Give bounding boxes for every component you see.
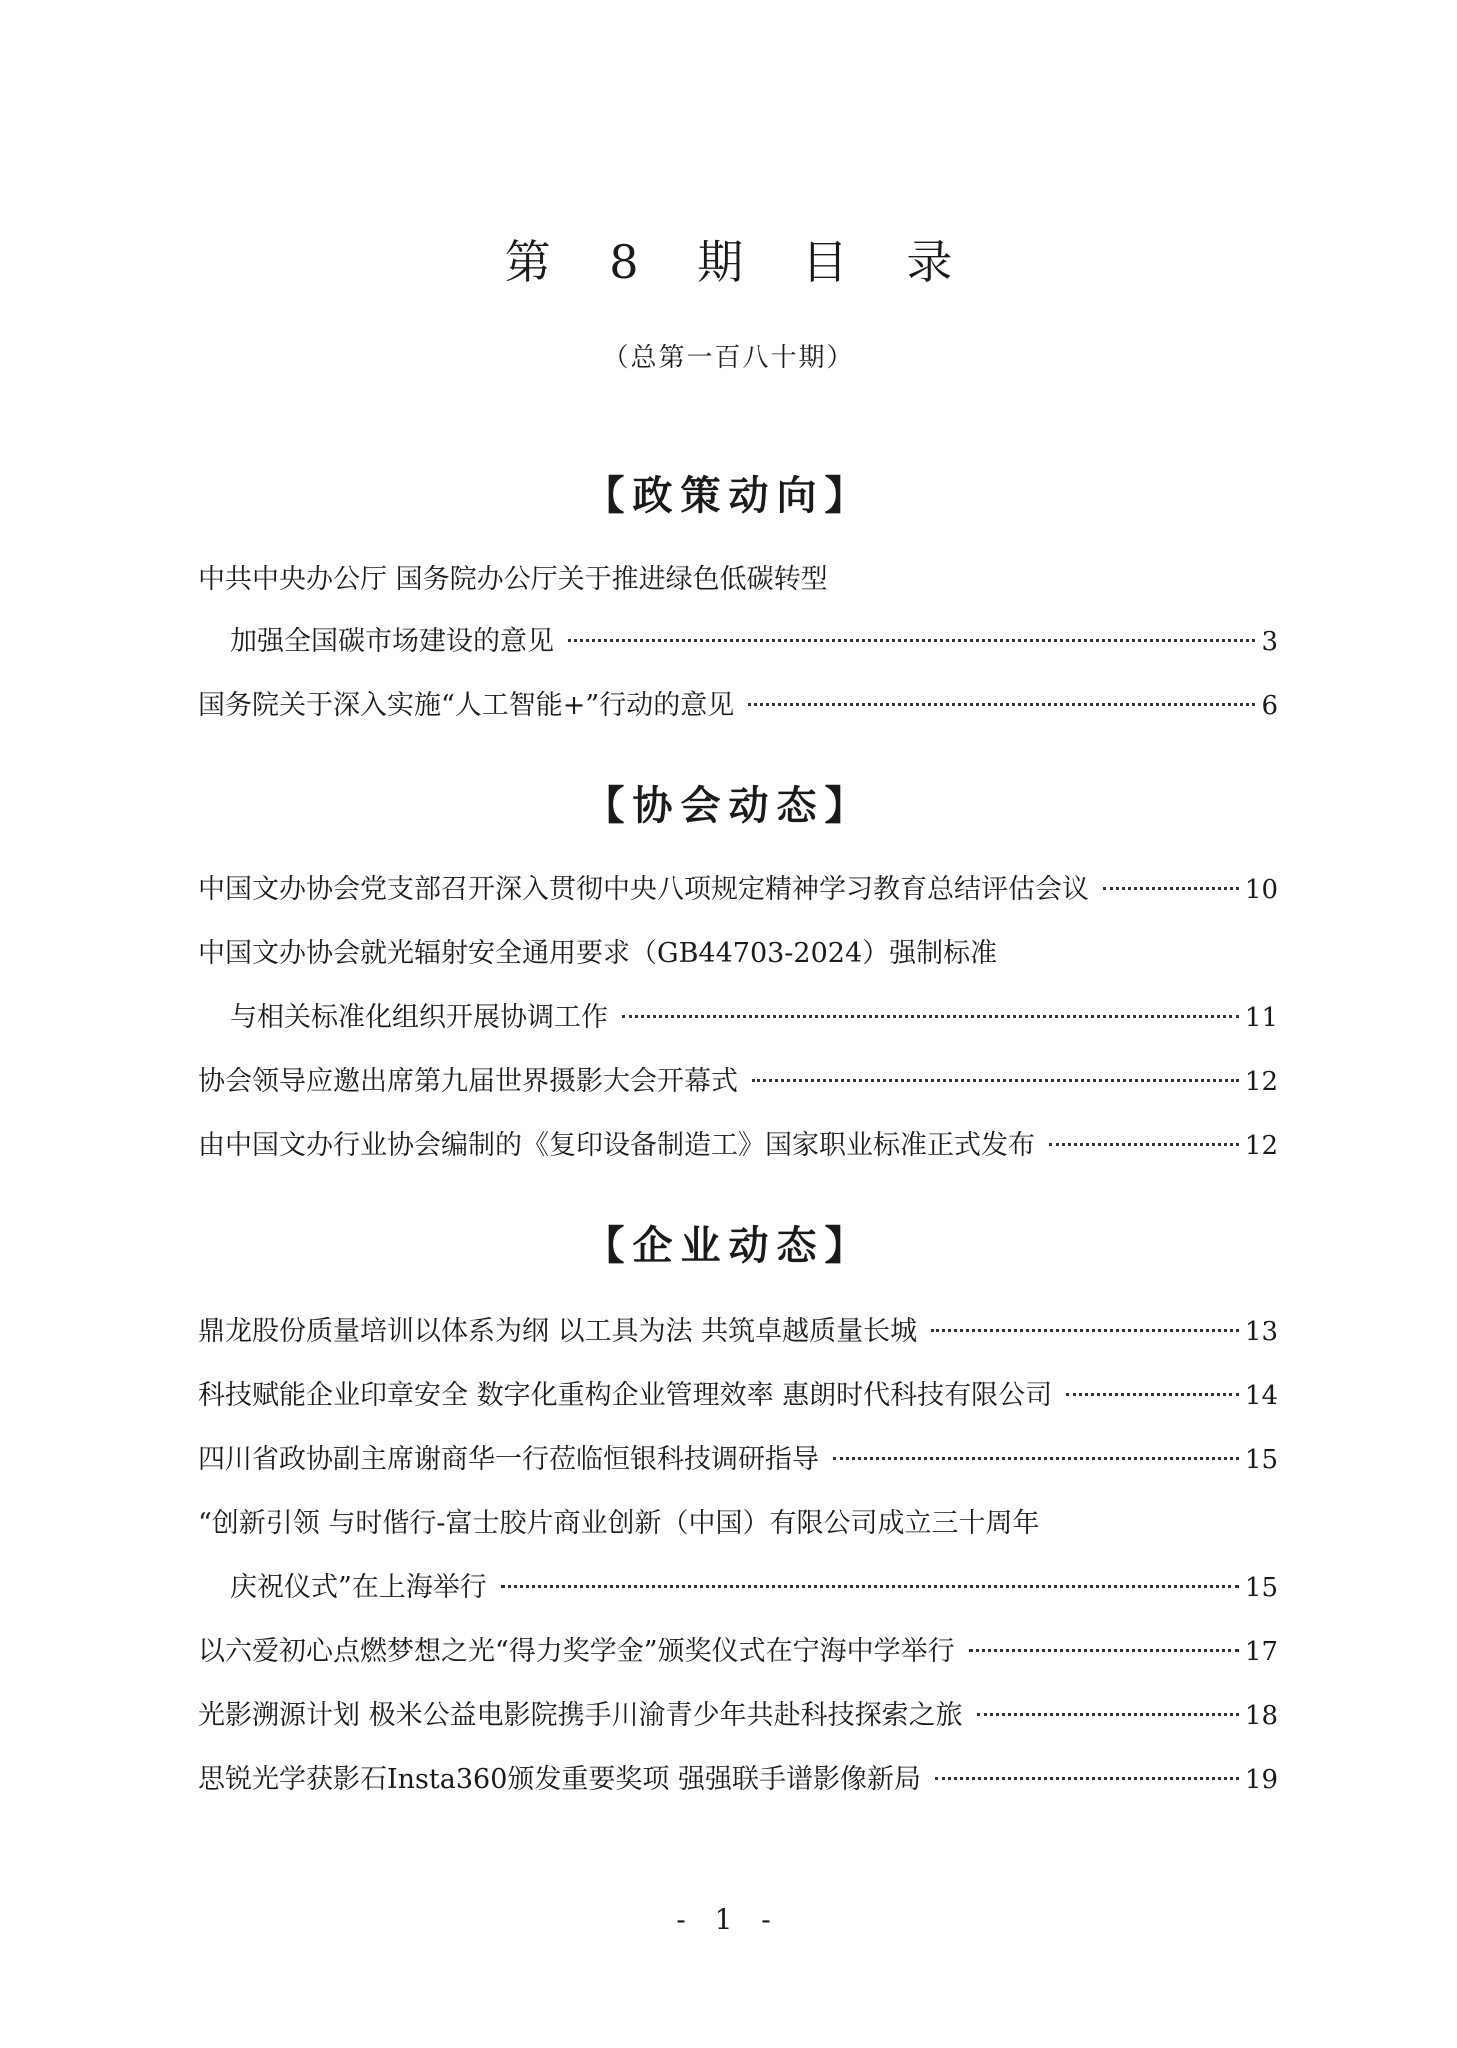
section-heading-policy: 【政策动向】 [584,472,873,519]
toc-entry[interactable] [198,1696,1278,1736]
toc-entry[interactable] [198,686,1278,726]
page-subtitle: （总第一百八十期） [602,343,855,373]
toc-leader-dots [752,1079,1239,1082]
toc-entry-title: 鼎龙股份质量培训以体系为纲 以工具为法 共筑卓越质量长城 [198,1316,918,1347]
toc-page-number: 12 [1244,1067,1278,1097]
toc-leader-dots [1049,1143,1239,1146]
toc-entry-title: 科技赋能企业印章安全 数字化重构企业管理效率 惠朗时代科技有限公司 [198,1380,1053,1411]
toc-entry-title: 中国文办协会党支部召开深入贯彻中央八项规定精神学习教育总结评估会议 [198,874,1089,905]
toc-entry-title: 协会领导应邀出席第九届世界摄影大会开幕式 [198,1066,738,1097]
toc-leader-dots [1066,1393,1239,1396]
toc-entry-title: 加强全国碳市场建设的意见 [230,626,554,657]
toc-page-number: 17 [1244,1637,1278,1667]
toc-entry-title: 光影溯源计划 极米公益电影院携手川渝青少年共赴科技探索之旅 [198,1700,963,1731]
toc-leader-dots [568,639,1255,642]
toc-entry-line [198,1504,1278,1544]
toc-page-number: 12 [1244,1131,1278,1161]
toc-entry[interactable] [198,1062,1278,1102]
toc-entry[interactable] [230,1568,1278,1608]
toc-entry-title: “创新引领 与时偕行-富士胶片商业创新（中国）有限公司成立三十周年 [198,1508,1040,1539]
page-title: 第 8 期 目 录 [504,235,975,289]
toc-page-number: 3 [1261,627,1278,657]
toc-page-number: 15 [1244,1573,1278,1603]
toc-page-number: 14 [1244,1381,1278,1411]
toc-page-number: 6 [1261,691,1278,721]
toc-entry-title: 以六爱初心点燃梦想之光“得力奖学金”颁奖仪式在宁海中学举行 [198,1636,955,1667]
toc-entry[interactable] [230,998,1278,1038]
toc-entry[interactable] [198,1632,1278,1672]
toc-entry-line [198,560,1278,600]
section-heading-enterprise: 【企业动态】 [584,1222,873,1269]
toc-page-number: 10 [1244,875,1278,905]
toc-page-number: 15 [1244,1445,1278,1475]
footer-page-number: - 1 - [676,1903,781,1936]
toc-page-number: 11 [1244,1003,1278,1033]
toc-entry[interactable] [198,870,1278,910]
section-heading-association: 【协会动态】 [584,782,873,829]
toc-leader-dots [622,1015,1239,1018]
toc-entry-line [198,934,1278,974]
toc-leader-dots [935,1777,1239,1780]
toc-entry-title: 国务院关于深入实施“人工智能+”行动的意见 [198,690,735,721]
toc-entry-title: 与相关标准化组织开展协调工作 [230,1002,608,1033]
toc-page-number: 19 [1244,1765,1278,1795]
toc-entry[interactable] [198,1312,1278,1352]
toc-page-number: 13 [1244,1317,1278,1347]
toc-entry[interactable] [230,622,1278,662]
toc-leader-dots [977,1713,1239,1716]
toc-leader-dots [748,703,1255,706]
toc-leader-dots [833,1457,1239,1460]
toc-entry-title: 中共中央办公厅 国务院办公厅关于推进绿色低碳转型 [198,564,828,595]
toc-entry[interactable] [198,1760,1278,1800]
toc-entry[interactable] [198,1376,1278,1416]
toc-entry[interactable] [198,1440,1278,1480]
toc-entry-title: 四川省政协副主席谢商华一行莅临恒银科技调研指导 [198,1444,819,1475]
toc-entry-title: 庆祝仪式”在上海举行 [230,1572,487,1603]
toc-leader-dots [931,1329,1239,1332]
toc-page-number: 18 [1244,1701,1278,1731]
toc-leader-dots [1103,887,1239,890]
toc-entry-title: 思锐光学获影石Insta360颁发重要奖项 强强联手谱影像新局 [198,1764,921,1795]
toc-entry[interactable] [198,1126,1278,1166]
toc-leader-dots [501,1585,1239,1588]
toc-leader-dots [969,1649,1239,1652]
toc-entry-title: 中国文办协会就光辐射安全通用要求（GB44703-2024）强制标准 [198,938,998,969]
toc-entry-title: 由中国文办行业协会编制的《复印设备制造工》国家职业标准正式发布 [198,1130,1035,1161]
